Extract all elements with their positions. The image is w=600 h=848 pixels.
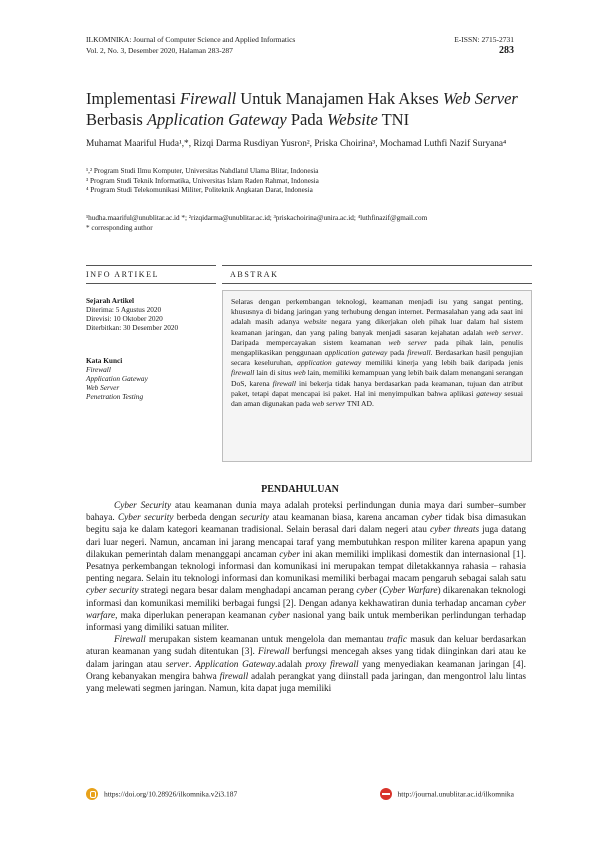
italic-term: cyber threats <box>429 525 480 536</box>
italic-term: firewall <box>272 378 296 388</box>
title-text-italic: Application Gateway <box>146 110 287 129</box>
eissn: E-ISSN: 2715-2731 <box>454 35 514 44</box>
italic-term: web <box>293 368 306 378</box>
paper-title <box>86 88 526 130</box>
italic-term: web server <box>311 399 346 409</box>
keyword: Firewall <box>86 365 111 374</box>
text-run: negara yang dikerjakan oleh pihak luar dalam hal sistem keamanan jaringan, dan yang paling banyak menjadi sasaran kejahatan adalah <box>231 317 523 337</box>
italic-term: web server <box>486 327 522 337</box>
corresponding-author-note: * corresponding author <box>86 223 153 232</box>
italic-term: firewall <box>407 348 431 358</box>
text-run: ) dikarenakan teknologi informasi dan komunikasi memiliki berbagai fungsi [2]. Dengan adanya kekhawatiran dunia terhadap ancaman <box>86 586 526 609</box>
text-run: . <box>189 659 196 670</box>
text-run: adalah perangkat yang diinstall pada jaringan, dan mengontrol lalu lintas yang melewati segmen jaringan. Namun, kita dapat juga memiliki <box>86 671 527 695</box>
italic-term: cyber security <box>86 586 139 597</box>
email-list: ¹hudha.maariful@unublitar.ac.id *; ²rizqidarma@unublitar.ac.id; ³priskachoirina@unira.ac.id; ⁴luthfinazif@gmail.com <box>86 214 428 222</box>
text-run: masuk dan keluar berdasarkan aturan keamanan yang sudah ditentukan [3]. <box>86 635 526 658</box>
title-text: Berbasis <box>86 110 147 129</box>
author-list: Muhamat Maariful Huda¹,*, Rizqi Darma Rusdiyan Yusron², Priska Choirina³, Mochamad Luthfi Nazif Suryana⁴ <box>86 139 507 149</box>
text-run: TNI AD. <box>345 399 374 409</box>
published-date: Diterbitkan: 30 Desember 2020 <box>86 323 179 332</box>
italic-term: application gateway <box>324 348 388 358</box>
italic-term: Cyber Warfare <box>382 586 438 597</box>
text-run: .adalah <box>275 659 306 670</box>
article-info <box>86 296 216 401</box>
text-run: , maka diperlukan penerapan keamanan <box>115 610 270 621</box>
text-run: lain di situs <box>254 368 294 378</box>
received-date: Diterima: 5 Agustus 2020 <box>86 305 162 314</box>
keywords-heading: Kata Kunci <box>86 356 123 365</box>
journal-url-link[interactable]: http://journal.unublitar.ac.id/ilkomnika <box>397 789 514 799</box>
keyword: Penetration Testing <box>86 392 144 401</box>
text-run: strategi negara besar dalam menghadapi ancaman perang <box>138 586 357 597</box>
text-run: memiliki kinerja yang lebih baik daripada jenis <box>361 358 523 368</box>
text-run: juga datang dari luar negeri. Namun, ancaman ini jarang mencapai taraf yang membutuhkan respon militer karena apapun yang dilakukan pemerintah dalam menanggapi ancaman <box>86 525 526 560</box>
italic-term: proxy firewall <box>305 659 359 670</box>
doi-link[interactable]: https://doi.org/10.28926/ilkomnika.v2i3.187 <box>104 789 238 799</box>
abstract-box <box>222 290 532 462</box>
contact <box>86 214 526 233</box>
text-run: yang menyediakan keamanan jaringan [4]. Orang kebanyakan mengira bahwa <box>86 659 526 682</box>
text-run: lain, memiliki kemampuan yang lebih baik dalam menangani serangan DoS, karena <box>231 368 523 388</box>
italic-term: gateway <box>476 388 502 398</box>
divider <box>86 265 216 266</box>
revised-date: Direvisi: 10 Oktober 2020 <box>86 314 163 323</box>
journal-name: ILKOMNIKA: Journal of Computer Science and Applied Informatics <box>86 35 296 44</box>
title-text-italic: Website <box>327 110 378 129</box>
italic-term: Application Gateway <box>195 659 276 670</box>
history-heading: Sejarah Artikel <box>86 296 135 305</box>
text-run: ini bekerja tidak hanya berdasarkan pada keamanan, tujuan dan atribut paket, tetapi dapat mencapai isi paket. Hal ini menyimpulkan bahwa aplikasi <box>231 378 524 398</box>
info-heading: INFO ARTIKEL <box>86 270 160 279</box>
page-number: 283 <box>499 45 514 56</box>
title-text: Pada <box>286 110 328 129</box>
text-run: berbeda dengan <box>173 513 240 524</box>
section-title: PENDAHULUAN <box>261 484 339 495</box>
text-run: berfungsi mencegah akses yang tidak diinginkan dari atau ke dalam jaringan atau <box>86 647 526 670</box>
italic-term: trafic <box>386 635 407 646</box>
affiliation: ¹,² Program Studi Ilmu Komputer, Universitas Nahdlatul Ulama Blitar, Indonesia <box>86 167 319 175</box>
abstract-text <box>231 297 523 408</box>
title-text: Untuk Manajamen Hak Akses <box>236 89 443 108</box>
keyword: Web Server <box>86 383 120 392</box>
text-run: tidak bisa dimasukan begitu saja ke dalam kategori keamanan tradisional. Selain berasal dari dalam negeri atau <box>86 513 526 536</box>
text-run: ini akan memiliki implikasi domestik dan internasional [1]. Pesatnya perkembangan teknologi informasi dan komunikasi ini merupakan tempat diletakkannya rahasia – rahasia penting negara. Selain itu teknologi informasi dan komunikasi memiliki berbagai macam pengaruh sebagai salah satu <box>86 549 526 585</box>
affiliations <box>86 167 526 196</box>
text-run: pada <box>387 348 408 358</box>
italic-term: Cyber security <box>117 513 174 524</box>
text-run: Selaras dengan perkembangan teknologi, keamanan menjadi isu yang sangat penting, khususnya di bidang jaringan yang terhubung dengan internet. Permasalahan yang ada saat ini adalah masih adanya <box>231 297 523 327</box>
text-run: ( <box>376 586 383 597</box>
divider <box>222 265 532 266</box>
paragraph <box>86 634 526 695</box>
text-run: nasional yang baik untuk memberikan perlindungan terhadap informasi yang dimiliki satuan militer. <box>86 610 527 634</box>
web-icon <box>380 788 392 800</box>
italic-term: Firewall <box>257 647 290 658</box>
italic-term: cyber <box>269 610 290 621</box>
italic-term: firewall <box>231 368 255 378</box>
text-run: atau keamanan biasa, karena ancaman <box>269 513 422 524</box>
title-text-italic: Web Server <box>442 89 518 108</box>
divider <box>86 283 216 284</box>
italic-term: security <box>239 513 270 524</box>
paragraph <box>86 500 526 634</box>
doi-icon <box>86 788 98 800</box>
abstract-heading: ABSTRAK <box>230 270 279 279</box>
affiliation: ³ Program Studi Teknik Informatika, Universitas Islam Raden Rahmat, Indonesia <box>86 176 319 185</box>
text-run: . Daripada mempercayakan sistem keamanan <box>231 327 523 347</box>
text-run: atau keamanan dunia maya adalah proteksi perlindungan dunia maya dari sumber–sumber bahaya. <box>86 501 526 524</box>
keyword: Application Gateway <box>86 374 148 383</box>
italic-term: cyber <box>356 586 377 597</box>
body-text <box>86 500 526 695</box>
volume-info: Vol. 2, No. 3, Desember 2020, Halaman 283-287 <box>86 46 233 55</box>
text-run: merupakan sistem keamanan untuk mengelola dan memantau <box>145 635 387 646</box>
italic-term: server <box>165 659 189 670</box>
italic-term: cyber warfare <box>86 598 526 621</box>
italic-term: cyber <box>279 549 300 560</box>
title-text-italic: Firewall <box>179 89 237 108</box>
text-run: . Berdasarkan hasil pengujian secara keseluruhan, <box>231 348 523 368</box>
italic-term: application gateway <box>297 358 362 368</box>
title-text: Implementasi <box>86 89 180 108</box>
affiliation: ⁴ Program Studi Telekomunikasi Militer, Politeknik Angkatan Darat, Indonesia <box>86 186 313 194</box>
text-run: pada pihak lain, penulis mengaplikasikan penggunaan <box>231 337 523 358</box>
italic-term: Firewall <box>114 635 146 646</box>
italic-term: cyber <box>421 513 443 524</box>
text-run: sesuai dan aman digunakan pada <box>231 388 523 409</box>
italic-term: website <box>303 317 327 327</box>
italic-term: firewall <box>219 671 249 682</box>
divider <box>222 283 532 284</box>
italic-term: Cyber Security <box>114 501 172 511</box>
title-text: TNI <box>377 110 410 129</box>
italic-term: web server <box>388 337 427 347</box>
